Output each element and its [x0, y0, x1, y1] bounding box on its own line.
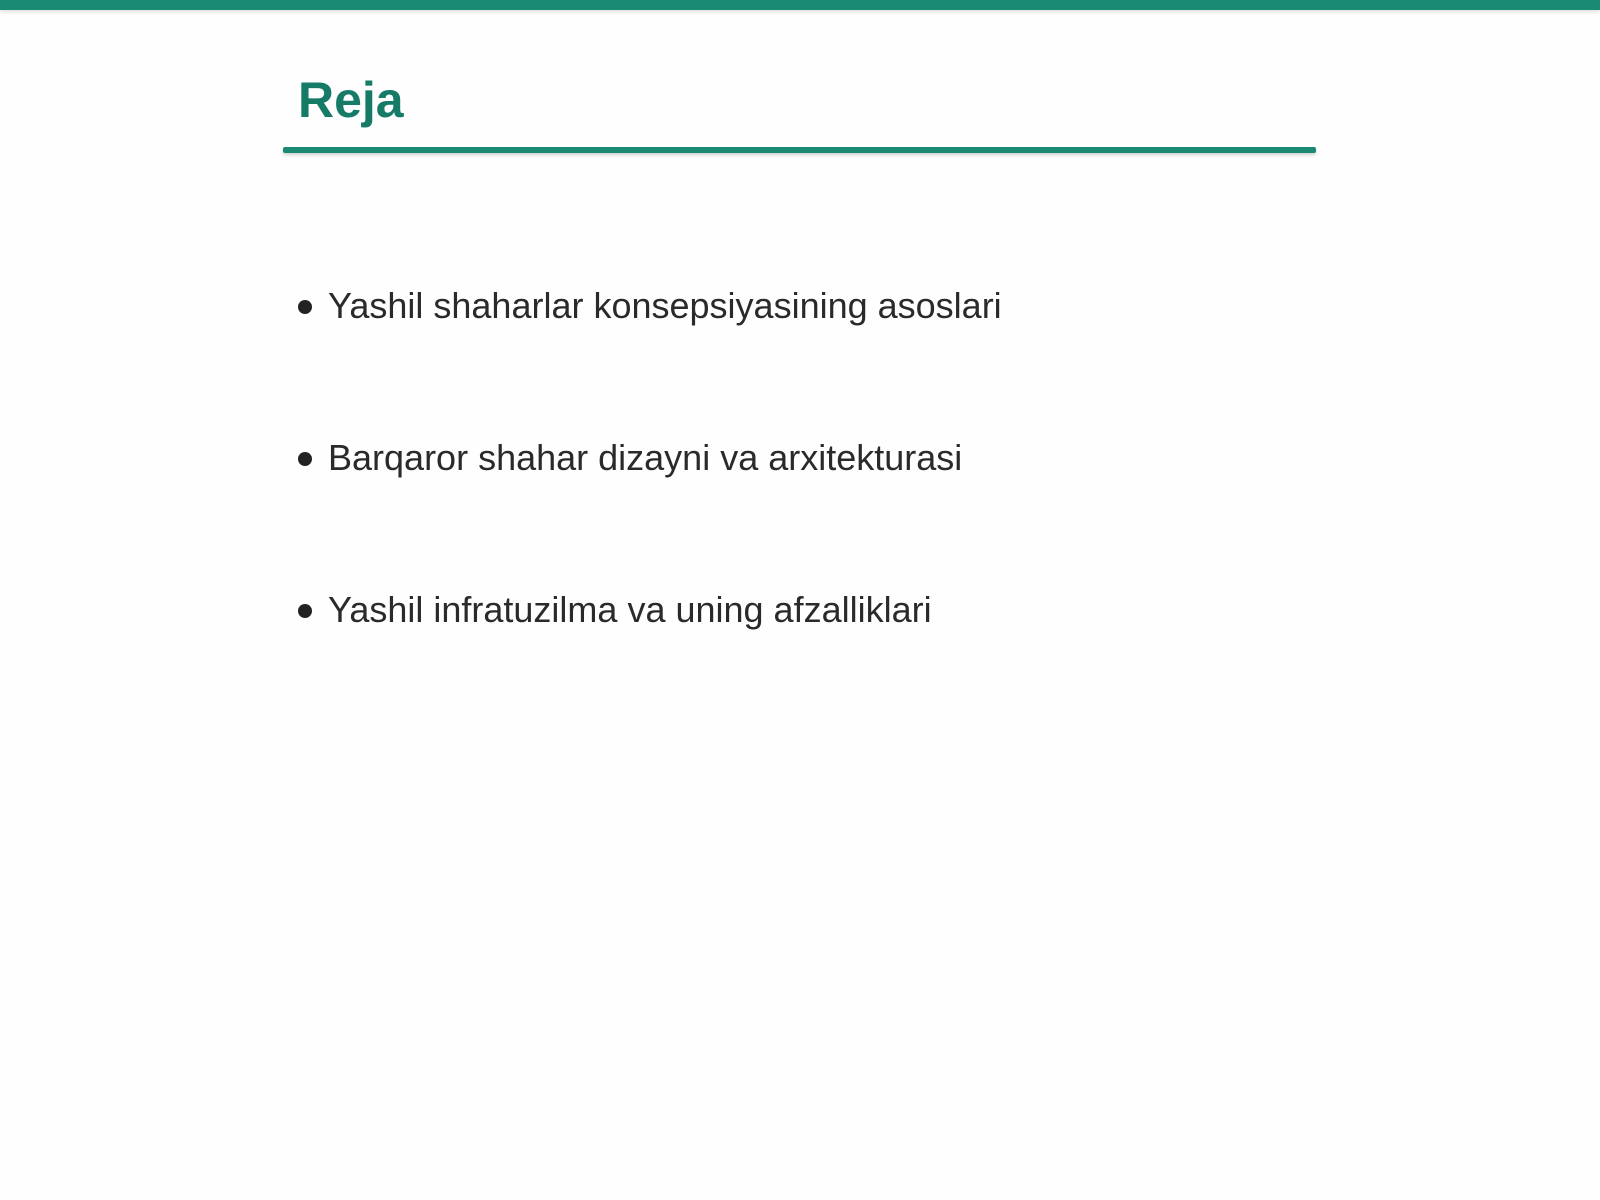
bullet-text: Yashil shaharlar konsepsiyasining asoslari — [328, 285, 1002, 326]
top-accent-bar — [0, 0, 1600, 10]
list-item — [298, 428, 1002, 580]
list-item — [298, 276, 1002, 428]
bullet-icon — [298, 300, 312, 314]
title-underline — [283, 147, 1316, 153]
bullet-text: Barqaror shahar dizayni va arxitekturasi — [328, 437, 963, 478]
bullet-text: Yashil infratuzilma va uning afzalliklari — [328, 589, 932, 630]
bullet-icon — [298, 604, 312, 618]
bullet-list — [298, 276, 1002, 732]
slide-title: Reja — [298, 72, 404, 128]
list-item — [298, 580, 1002, 732]
bullet-icon — [298, 452, 312, 466]
